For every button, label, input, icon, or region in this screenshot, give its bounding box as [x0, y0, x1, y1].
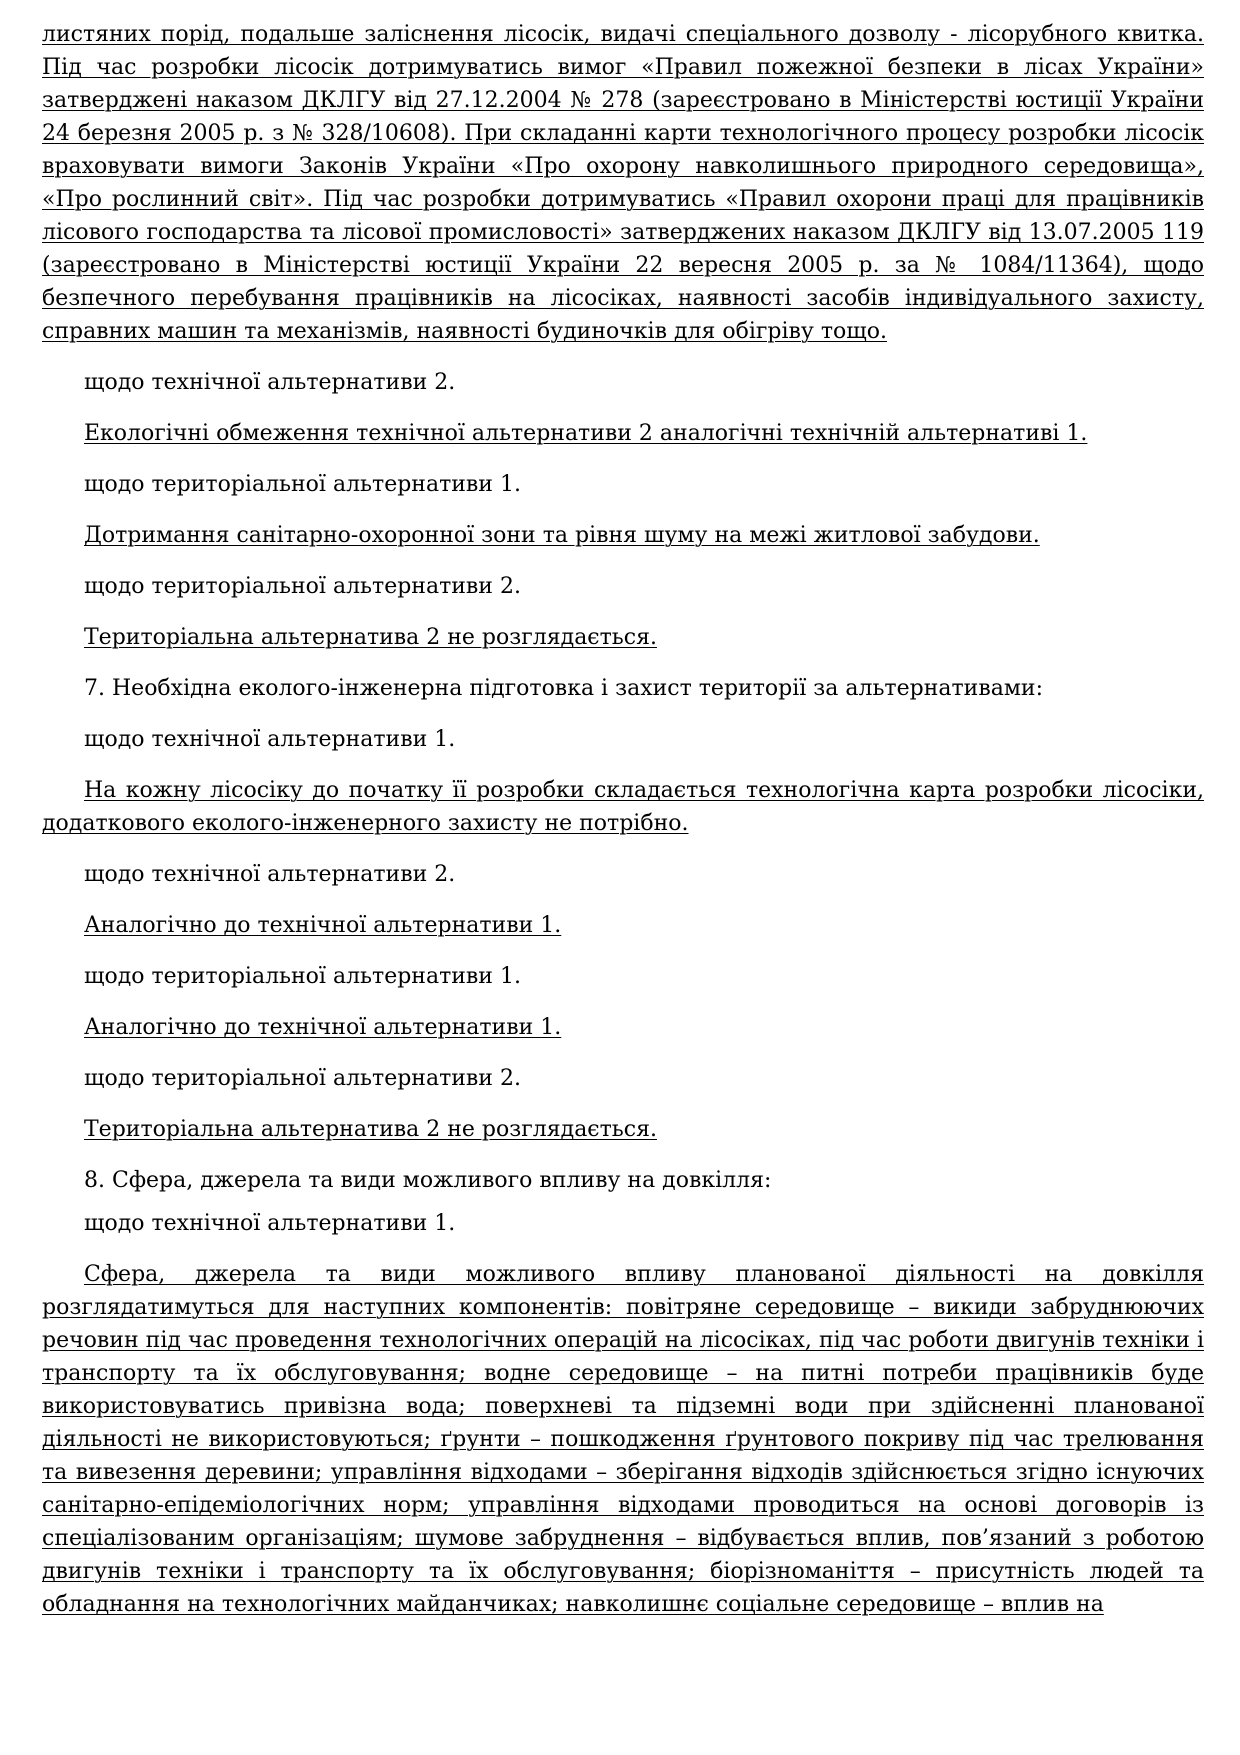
paragraph-impact-sphere: Сфера, джерела та види можливого впливу планованої діяльності на довкілля розглядатимуться для наступних компонентів: повітряне середовище – викиди забруднюючих речовин під час проведення технологічних операцій на лісосіках, під час роботи двигунів техніки і транспорту та їх обслуговування; водне середовище – на питні потреби працівників буде використовуватись привізна вода; поверхневі та підземні води при здійсненні планованої діяльності не використовуються; ґрунти – пошкодження ґрунтового покриву під час трелювання та вивезення деревини; управління відходами – зберігання відходів здійснюється згідно існуючих санітарно-епідеміологічних норм; управління відходами проводиться на основі договорів із спеціалізованим організаціям; шумове забруднення – відбувається вплив, пов’язаний з роботою двигунів техніки і транспорту та їх обслуговування; біорізноманіття – присутність людей та обладнання на технологічних майданчиках; навколишнє соціальне середовище – вплив на — [42, 1262, 1204, 1617]
paragraph-analogous-2: Аналогічно до технічної альтернативи 1. — [84, 1015, 562, 1040]
heading-terr-alt-1-b: щодо територіальної альтернативи 1. — [84, 964, 521, 989]
paragraph-tech-alt-2-constraints: Екологічні обмеження технічної альтернативи 2 аналогічні технічній альтернативі 1. — [84, 421, 1088, 446]
section-8-heading: 8. Сфера, джерела та види можливого впливу на довкілля: — [84, 1168, 772, 1193]
document-page — [42, 18, 1204, 1621]
heading-tech-alt-2: щодо технічної альтернативи 2. — [84, 370, 456, 395]
paragraph-analogous-1: Аналогічно до технічної альтернативи 1. — [84, 913, 562, 938]
paragraph-terr-alt-2-not-considered: Територіальна альтернатива 2 не розглядається. — [84, 625, 657, 650]
paragraph-terr-alt-2-not-considered-b: Територіальна альтернатива 2 не розглядається. — [84, 1117, 657, 1142]
heading-terr-alt-1: щодо територіальної альтернативи 1. — [84, 472, 521, 497]
heading-terr-alt-2-b: щодо територіальної альтернативи 2. — [84, 1066, 521, 1091]
heading-terr-alt-2: щодо територіальної альтернативи 2. — [84, 574, 521, 599]
heading-tech-alt-1-b: щодо технічної альтернативи 1. — [84, 1211, 456, 1236]
paragraph-ecological-constraints-tech-alt-1: листяних порід, подальше заліснення лісосік, видачі спеціального дозволу - лісорубного квитка. Під час розробки лісосік дотримуватись вимог «Правил пожежної безпеки в лісах України» затверджені наказом ДКЛГУ від 27.12.2004 № 278 (зареєстровано в Міністерстві юстиції України 24 березня 2005 р. з № 328/10608). При складанні карти технологічного процесу розробки лісосік враховувати вимоги Законів України «Про охорону навколишнього природного середовища», «Про рослинний світ». Під час розробки дотримуватись «Правил охорони праці для працівників лісового господарства та лісової промисловості» затверджених наказом ДКЛГУ від 13.07.2005 119 (зареєстровано в Міністерстві юстиції України 22 вересня 2005 р. за № 1084/11364), щодо безпечного перебування працівників на лісосіках, наявності засобів індивідуального захисту, справних машин та механізмів, наявності будиночків для обігріву тощо. — [42, 22, 1204, 344]
heading-tech-alt-2-b: щодо технічної альтернативи 2. — [84, 862, 456, 887]
heading-tech-alt-1: щодо технічної альтернативи 1. — [84, 727, 456, 752]
paragraph-terr-alt-1-constraints: Дотримання санітарно-охоронної зони та рівня шуму на межі житлової забудови. — [84, 523, 1040, 548]
section-7-heading: 7. Необхідна еколого-інженерна підготовка і захист території за альтернативами: — [84, 676, 1044, 701]
paragraph-technological-map: На кожну лісосіку до початку її розробки складається технологічна карта розробки лісосіки, додаткового еколого-інженерного захисту не потрібно. — [42, 778, 1204, 836]
